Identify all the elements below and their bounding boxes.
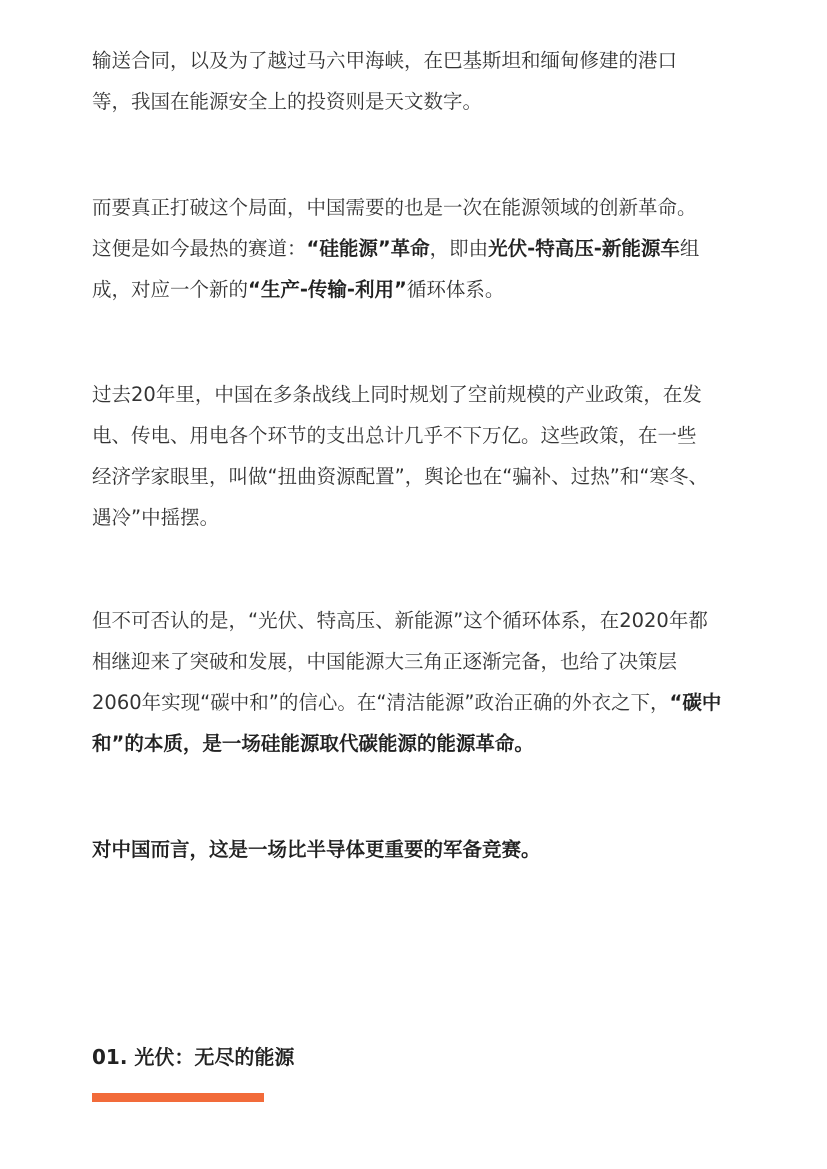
text-span: 2060年实现“碳中和”的信心。在“清洁能源”政治正确的外衣之下， xyxy=(92,691,670,714)
text-line: 输送合同，以及为了越过马六甲海峡，在巴基斯坦和缅甸修建的港口 xyxy=(92,49,678,72)
text-span: ，即由 xyxy=(429,237,489,260)
text-line xyxy=(92,682,742,723)
text-line: 电、传电、用电各个环节的支出总计几乎不下万亿。这些政策，在一些 xyxy=(92,424,697,447)
text-line xyxy=(92,829,742,870)
bold-phrase: “生产-传输-利用” xyxy=(248,278,407,301)
text-line: 但不可否认的是，“光伏、特高压、新能源”这个循环体系，在2020年都 xyxy=(92,609,708,632)
text-line: 而要真正打破这个局面，中国需要的也是一次在能源领域的创新革命。 xyxy=(92,196,697,219)
text-line: 等，我国在能源安全上的投资则是天文数字。 xyxy=(92,90,483,113)
text-line xyxy=(92,228,742,269)
text-span: 成，对应一个新的 xyxy=(92,278,249,301)
bold-phrase: 和”的本质，是一场硅能源取代碳能源的能源革命。 xyxy=(92,732,534,755)
text-line xyxy=(92,723,742,764)
paragraph-industrial-policy xyxy=(92,374,742,538)
section-title: 01. 光伏：无尽的能源 xyxy=(92,1045,295,1069)
text-span: 组 xyxy=(679,237,700,260)
section-underline-bar xyxy=(92,1093,264,1102)
paragraph-arms-race xyxy=(92,829,742,870)
text-line: 遇冷”中摇摆。 xyxy=(92,506,220,529)
paragraph-silicon-revolution xyxy=(92,187,742,310)
paragraph-carbon-neutral xyxy=(92,600,742,764)
bold-phrase: “碳中 xyxy=(669,691,722,714)
text-line: 相继迎来了突破和发展，中国能源大三角正逐渐完备，也给了决策层 xyxy=(92,650,678,673)
paragraph-energy-security xyxy=(92,40,742,122)
text-line: 经济学家眼里，叫做“扭曲资源配置”，舆论也在“骗补、过热”和“寒冬、 xyxy=(92,465,709,488)
bold-phrase: 对中国而言，这是一场比半导体更重要的军备竞赛。 xyxy=(92,838,541,861)
text-line: 过去20年里，中国在多条战线上同时规划了空前规模的产业政策，在发 xyxy=(92,383,702,406)
text-line xyxy=(92,269,742,310)
bold-phrase: “硅能源”革命 xyxy=(306,237,430,260)
text-span: 这便是如今最热的赛道： xyxy=(92,237,307,260)
text-span: 循环体系。 xyxy=(406,278,505,301)
bold-phrase: 光伏-特高压-新能源车 xyxy=(488,237,680,260)
